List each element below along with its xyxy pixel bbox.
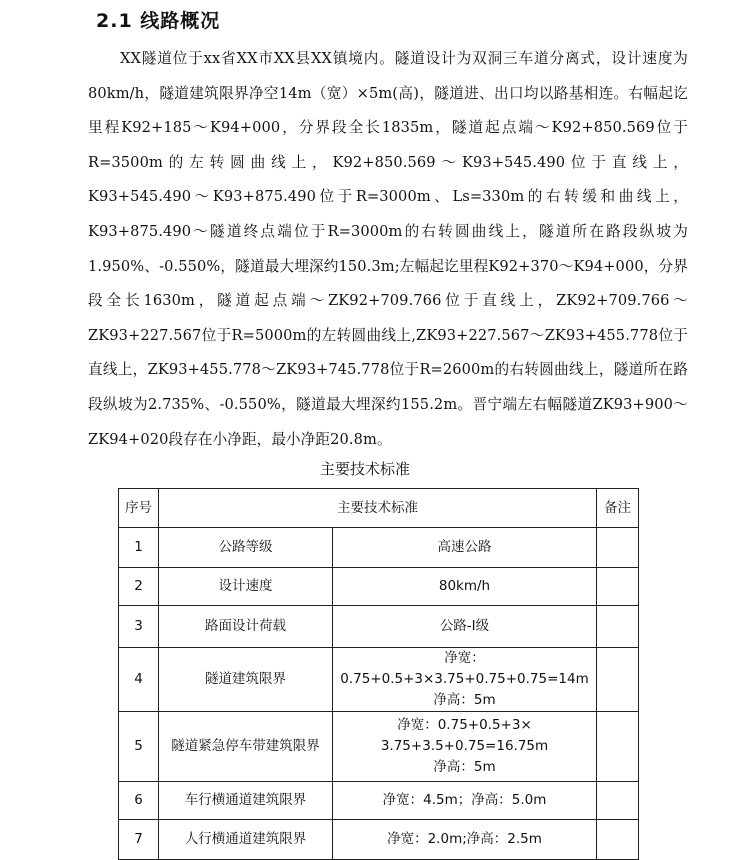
row-value-line: 80km/h	[438, 578, 491, 594]
row-item: 人行横通道建筑限界	[159, 820, 333, 860]
table-row	[119, 712, 639, 782]
row-value-line: 净高：5m	[433, 692, 496, 708]
row-value	[333, 648, 597, 712]
row-value-line: 净高：5m	[433, 759, 496, 775]
section-heading: 2.1 线路概况	[96, 10, 221, 32]
row-value	[333, 528, 597, 568]
row-number: 4	[119, 648, 159, 712]
row-value-line: 公路-I级	[439, 618, 490, 634]
row-number: 7	[119, 820, 159, 860]
row-value	[333, 606, 597, 648]
row-value-line: 高速公路	[437, 539, 492, 555]
table-row	[119, 648, 639, 712]
table-row	[119, 606, 639, 648]
row-item: 隧道紧急停车带建筑限界	[159, 712, 333, 782]
row-item: 隧道建筑限界	[159, 648, 333, 712]
table-row	[119, 782, 639, 820]
row-item: 设计速度	[159, 568, 333, 606]
row-item: 公路等级	[159, 528, 333, 568]
table-row	[119, 820, 639, 860]
table-row	[119, 568, 639, 606]
row-remark	[597, 606, 639, 648]
row-value-line: 净宽：0.75+0.5+3×	[397, 717, 532, 733]
row-remark	[597, 568, 639, 606]
technical-standards-table	[118, 488, 639, 860]
row-number: 5	[119, 712, 159, 782]
row-value-line: 3.75+3.5+0.75=16.75m	[380, 738, 549, 754]
row-value	[333, 712, 597, 782]
header-no: 序号	[119, 489, 159, 528]
row-value	[333, 568, 597, 606]
row-value-line: 净宽：2.0m;净高：2.5m	[387, 831, 542, 847]
table-body	[119, 528, 639, 860]
row-remark	[597, 820, 639, 860]
row-value-line: 净宽：4.5m；净高：5.0m	[382, 792, 547, 808]
row-number: 3	[119, 606, 159, 648]
row-item: 车行横通道建筑限界	[159, 782, 333, 820]
row-value-line: 净宽：0.75+0.5+3×3.75+0.75+0.75=14m	[340, 650, 589, 687]
row-remark	[597, 648, 639, 712]
row-item: 路面设计荷载	[159, 606, 333, 648]
row-value	[333, 782, 597, 820]
row-remark	[597, 712, 639, 782]
header-remark: 备注	[597, 489, 639, 528]
row-number: 6	[119, 782, 159, 820]
row-value	[333, 820, 597, 860]
overview-paragraph: XX隧道位于xx省XX市XX县XX镇境内。隧道设计为双洞三车道分离式，设计速度为80km/h，隧道建筑限界净空14m（宽）×5m(高)，隧道进、出口均以路基相连。右幅起讫里程K92+185～K94+000，分界段全长1835m，隧道起点端～K92+850.569位于R=3500m的左转圆曲线上，K92+850.569～K93+545.490位于直线上，K93+545.490～K93+875.490位于R=3000m、Ls=330m的右转缓和曲线上，K93+875.490～隧道终点端位于R=3000m的右转圆曲线上，隧道所在路段纵坡为1.950%、-0.550%，隧道最大埋深约150.3m;左幅起讫里程K92+370～K94+000，分界段全长1630m，隧道起点端～ZK92+709.766位于直线上，ZK92+709.766～ZK93+227.567位于R=5000m的左转圆曲线上,ZK93+227.567～ZK93+455.778位于直线上，ZK93+455.778～ZK93+745.778位于R=2600m的右转圆曲线上，隧道所在路段纵坡为2.735%、-0.550%，隧道最大埋深约155.2m。晋宁端左右幅隧道ZK93+900～ZK94+020段存在小净距，最小净距20.8m。	[88, 50, 688, 448]
row-remark	[597, 782, 639, 820]
table-caption: 主要技术标准	[319, 460, 410, 478]
table-row	[119, 528, 639, 568]
row-number: 1	[119, 528, 159, 568]
row-remark	[597, 528, 639, 568]
table-header-row	[119, 489, 639, 528]
row-number: 2	[119, 568, 159, 606]
header-standard: 主要技术标准	[159, 489, 597, 528]
